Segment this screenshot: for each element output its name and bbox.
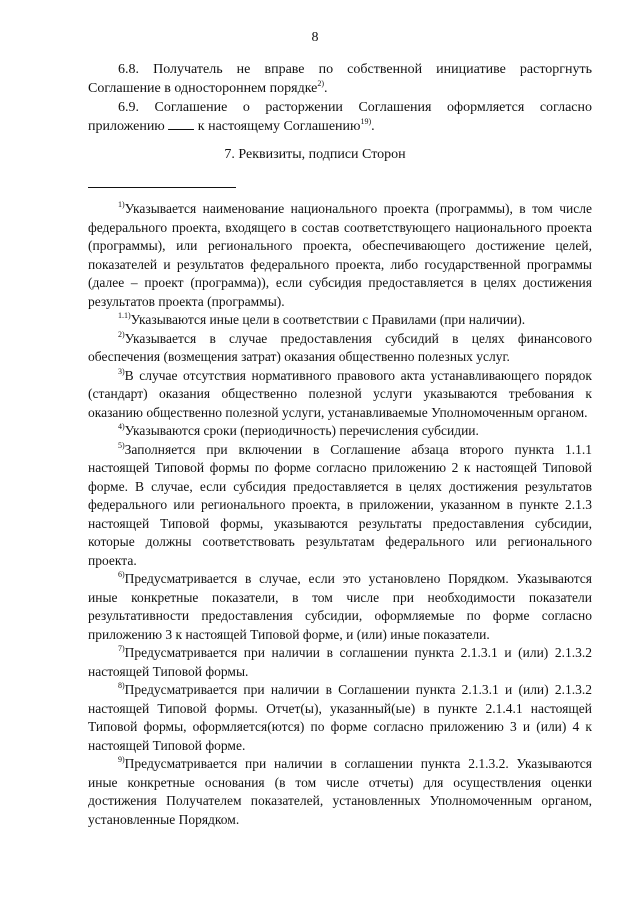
clause-6-8 [88,60,592,98]
footnote-text: Предусматривается при наличии в соглашении пункта 2.1.3.1 и (или) 2.1.3.2 настоящей Типовой формы. [88,645,592,679]
footnote-text: Предусматривается при наличии в Соглашении пункта 2.1.3.1 и (или) 2.1.3.2 настоящей Типовой формы. Отчет(ы), указанный(ые) в пункте 2.1.4.1 настоящей Типовой формы, оформляется(ются) по форме согласно приложению 3 и (или) 4 к настоящей Типовой форме. [88,682,592,753]
footnote-mark: 4) [118,422,125,431]
footnote-item [88,367,592,423]
footnote-item [88,200,592,311]
clause-text-end: . [324,81,328,96]
footnote-item [88,644,592,681]
footnote-item [88,330,592,367]
page-number: 8 [311,30,319,45]
main-text [88,60,592,136]
footnote-mark: 7) [118,644,125,653]
footnote-divider [88,187,236,188]
footnote-item [88,681,592,755]
footnote-mark: 8) [118,681,125,690]
footnote-text: Указываются иные цели в соответствии с Правилами (при наличии). [130,312,526,327]
clause-text: 6.8. Получатель не вправе по собственной инициативе расторгнуть Соглашение в одностороннем порядке [88,62,592,96]
section-title: 7. Реквизиты, подписи Сторон [224,147,406,162]
footnote-item [88,422,592,441]
footnote-text: Предусматривается в случае, если это установлено Порядком. Указываются иные конкретные показатели, в том числе при необходимости показатели результативности предоставления субсидии, оформляемые по форме согласно приложению 3 к настоящей Типовой форме, и (или) иные показатели. [88,571,592,642]
footnote-mark: 3) [118,366,125,376]
footnote-ref: 19) [360,117,372,126]
footnote-mark: 1.1) [118,311,131,320]
clause-text-end: . [371,119,375,134]
clause-6-9 [88,98,592,136]
footnote-item [88,311,592,330]
footnote-item [88,755,592,829]
footnote-ref: 2) [317,79,325,88]
footnote-text: Указывается в случае предоставления субсидий в целях финансового обеспечения (возмещения затрат) оказания общественно полезных услуг. [88,330,592,364]
footnotes [88,200,592,829]
footnote-mark: 1) [118,200,125,209]
blank-field [168,117,194,130]
clause-text-middle: к настоящему Соглашению [194,119,361,134]
footnote-item [88,570,592,644]
footnote-text: Указываются сроки (периодичность) перечисления субсидии. [124,423,479,438]
clause-text: 6.9. Соглашение о расторжении Соглашения оформляется согласно приложению [88,100,592,134]
footnote-mark: 5) [118,440,125,450]
footnote-text: Предусматривается при наличии в соглашении пункта 2.1.3.2. Указываются иные конкретные основания (в том числе отчеты) для осуществления оценки достижения Получателем показателей, установленных Уполномоченным органом, установленные Порядком. [88,756,592,827]
footnote-text: В случае отсутствия нормативного правового акта устанавливающего порядок (стандарт) оказания общественно полезной услуги указываются требования к оказанию общественно полезной услуги, устанавливаемые Уполномоченным органом. [88,367,592,420]
footnote-text: Заполняется при включении в Соглашение абзаца второго пункта 1.1.1 настоящей Типовой формы по форме согласно приложению 2 к настоящей Типовой форме. В случае, если субсидия предоставляется в целях достижения результатов федерального или регионального проекта, в приложении, указанном в пункте 2.1.3 настоящей Типовой формы, указываются результаты предоставления субсидии, которые должны соответствовать результатам федерального или регионального проекта. [88,441,592,568]
footnote-text: Указывается наименование национального проекта (программы), в том числе федерального проекта, входящего в состав соответствующего национального проекта (программы), или регионального проекта, обеспечивающего достижение целей, показателей и результатов федерального проекта, либо государственной программы (далее – проект (программа)), если субсидия предоставляется в целях достижения результатов проекта (программы). [88,201,592,309]
footnote-mark: 6) [118,570,125,579]
footnote-item [88,441,592,571]
footnote-mark: 9) [118,755,125,764]
footnote-mark: 2) [118,329,125,339]
